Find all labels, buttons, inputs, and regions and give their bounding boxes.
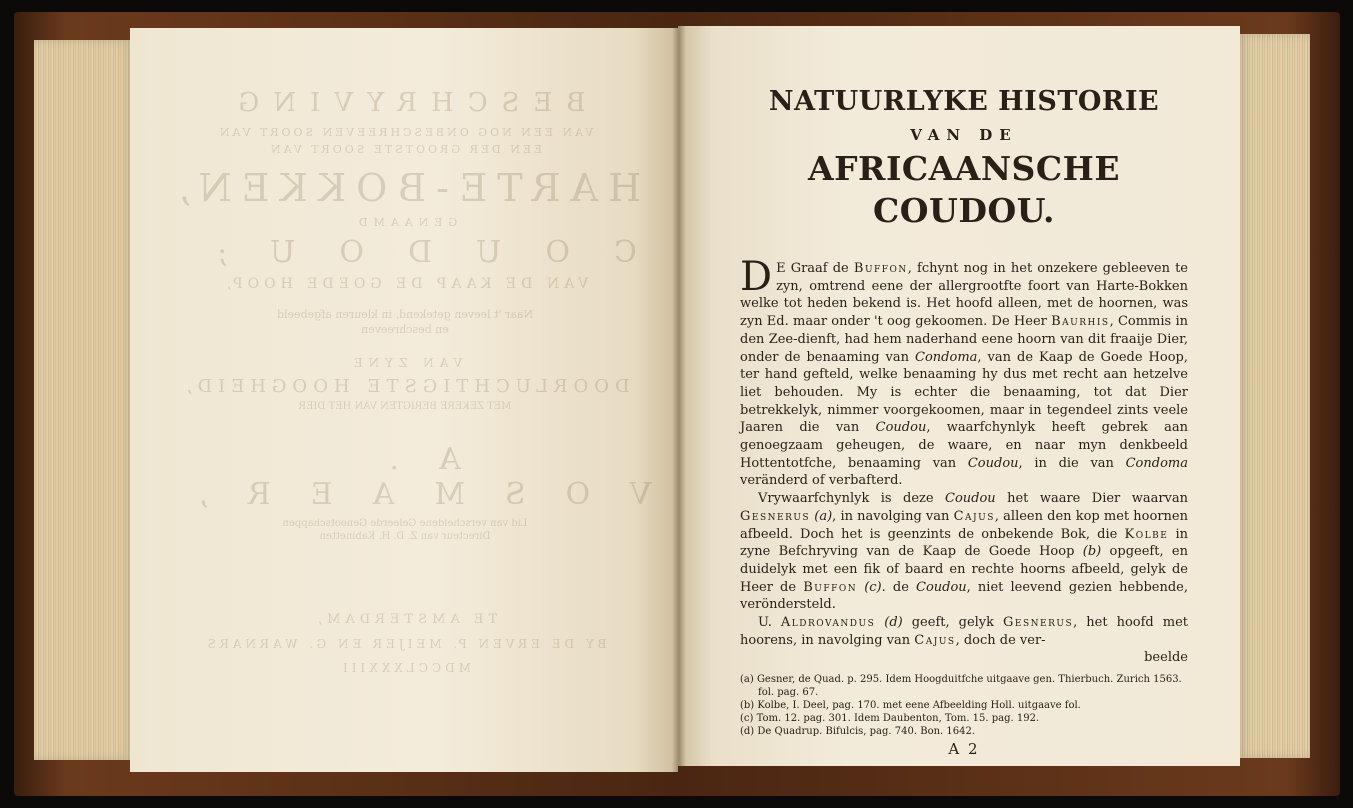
term-condoma: Condoma xyxy=(915,349,978,365)
page-content xyxy=(740,86,1188,758)
text-run: , fchynt nog in het onzekere gebleeven te zyn, omtrend eene der allergrootfte foort van Harte-Bokken welke tot heden bekend is. Het hoofd alleen, met de hoornen, was zyn Ed. maar onder 't oog gekoomen. De Heer xyxy=(740,261,1188,330)
paragraph-2 xyxy=(740,490,1188,614)
name-kolbe: Kolbe xyxy=(1124,526,1169,542)
term-condoma: Condoma xyxy=(1125,455,1188,471)
text-run: E Graaf de xyxy=(776,261,854,276)
catchword: beelde xyxy=(1144,650,1188,666)
bleed-line: HARTE-BOKKEN, xyxy=(168,166,642,210)
bleed-through-title-page xyxy=(150,80,660,720)
bleed-line: Directeur van Z. D. H. Kabinetten xyxy=(319,531,491,542)
article-body xyxy=(740,254,1189,667)
bleed-line: MDCCLXXXIII xyxy=(338,661,472,675)
footnote-ref-d: (d) xyxy=(875,615,903,631)
bleed-line: MET ZEKERE BERIGTEN VAN HET DIER xyxy=(298,401,512,412)
bleed-line: VAN EEN NOG ONBESCHREEVEN SOORT VAN xyxy=(216,126,594,139)
left-page-edges xyxy=(34,40,134,760)
paragraph-1 xyxy=(740,254,1189,490)
bleed-line: A. VOSMAER, xyxy=(158,442,652,512)
text-run: . de xyxy=(881,579,916,595)
name-buffon: Buffon xyxy=(853,261,908,276)
right-page-edges xyxy=(1238,34,1310,758)
text-run: Vrywaarfchynlyk is deze xyxy=(758,491,946,507)
bleed-line: TE AMSTERDAM, xyxy=(312,612,498,627)
bleed-line: BESCHRYVING xyxy=(224,88,586,118)
drop-cap: D xyxy=(740,254,773,300)
text-run: , waarfchynlyk heeft gebrek aan genoegzaam geheugen, de waare, en naar myn denkbeeld Hottentotfche, benaaming van xyxy=(740,420,1189,471)
bleed-line: DOORLUCHTIGSTE HOOGHEID, xyxy=(180,376,630,397)
footnote-d: (d) De Quadrup. Bifulcis, pag. 740. Bon. 1642. xyxy=(740,726,976,738)
footnote-ref-b: (b) xyxy=(1082,544,1102,560)
name-gesnerus: Gesnerus xyxy=(1003,615,1074,631)
footnote-c: (c) Tom. 12. pag. 301. Idem Daubenton, Tom. 15. pag. 192. xyxy=(740,713,1040,725)
page-title: NATUURLYKE HISTORIE xyxy=(768,86,1160,117)
paragraph-3 xyxy=(740,614,1188,649)
text-run: veränderd of verbafterd. xyxy=(740,473,903,489)
term-coudou: Coudou xyxy=(875,420,927,436)
text-run: opgeeft, en duidelyk met een fik of baard en rechte hoorns afbeeld, gelyk de Heer de xyxy=(740,544,1188,595)
bleed-line: COUDOU; xyxy=(173,235,637,270)
bleed-line: BY DE ERVEN P. MEIJER EN G. WARNARS xyxy=(203,637,607,651)
text-run: , in navolging van xyxy=(832,508,954,524)
book-gutter xyxy=(672,26,686,772)
bleed-line: VAN DE KAAP DE GOEDE HOOP, xyxy=(221,276,589,292)
text-run: U. xyxy=(758,615,781,631)
footnotes xyxy=(740,673,1188,738)
text-run: , in die van xyxy=(1018,455,1126,471)
footnote-a: (a) Gesner, de Quad. p. 295. Idem Hoogduitfche uitgaave gen. Thierbuch. Zurich 1563. fol. pag. 67. xyxy=(740,674,1182,699)
bleed-line: en beschreeven xyxy=(361,323,449,336)
name-aldrovandus: Aldrovandus xyxy=(780,615,876,631)
name-buffon: Buffon xyxy=(803,579,858,595)
term-coudou: Coudou xyxy=(945,491,996,507)
text-run: , alleen den kop met hoornen afbeeld. Doch het is geenzints de onbekende Bok, die xyxy=(740,508,1188,542)
name-cajus: Cajus xyxy=(953,508,995,524)
term-coudou: Coudou xyxy=(916,579,967,595)
text-run: , van de Kaap de Goede Hoop, ter hand gefteld, welke benaaming hy dus met recht aan hetzelve liet behouden. My is echter die benaaming, tot dat Dier betrekkelyk, nimmer voorgekoomen, maar in tegendeel zints veele Jaaren die van xyxy=(740,349,1188,436)
text-run: geeft, gelyk xyxy=(902,615,1004,631)
page-signature: A 2 xyxy=(948,740,980,759)
text-run: het waare Dier waarvan xyxy=(995,491,1189,507)
text-run: , Commis in den Zee-dienft, had hem naderhand eene hoorn van dit fraaije Dier, onder de benaaming van xyxy=(740,314,1188,365)
footnote-b: (b) Kolbe, I. Deel, pag. 170. met eene Afbeelding Holl. uitgaave fol. xyxy=(740,700,1081,712)
name-cajus: Cajus xyxy=(914,632,956,648)
text-run: , niet leevend gezien hebbende, veröndersteld. xyxy=(740,579,1188,613)
text-run: in zyne Befchryving van de Kaap de Goede Hoop xyxy=(740,526,1188,560)
bleed-line: GENAAMD xyxy=(352,216,458,229)
bleed-line: Naar 't leeven getekend, in kleuren afgebeeld xyxy=(276,308,534,321)
page-subtitle: AFRICAANSCHE COUDOU. xyxy=(808,149,1120,230)
term-coudou: Coudou xyxy=(967,455,1019,471)
footnote-ref-a: (a) xyxy=(810,508,833,524)
bleed-line: Lid van verscheidene Geleerde Genootschappen xyxy=(282,518,528,529)
bleed-line: EEN DER GROOTSTE SOORT VAN xyxy=(268,143,542,156)
name-baurhis: Baurhis xyxy=(1051,314,1110,330)
text-run: , doch de ver- xyxy=(955,632,1046,648)
name-gesnerus: Gesnerus xyxy=(740,508,811,524)
footnote-ref-c: (c) xyxy=(857,579,882,595)
bleed-line: VAN ZYNE xyxy=(347,356,463,370)
page-subtitle-connector: VAN DE xyxy=(910,126,1018,144)
text-run: , het hoofd met hoorens, in navolging van xyxy=(740,615,1188,648)
